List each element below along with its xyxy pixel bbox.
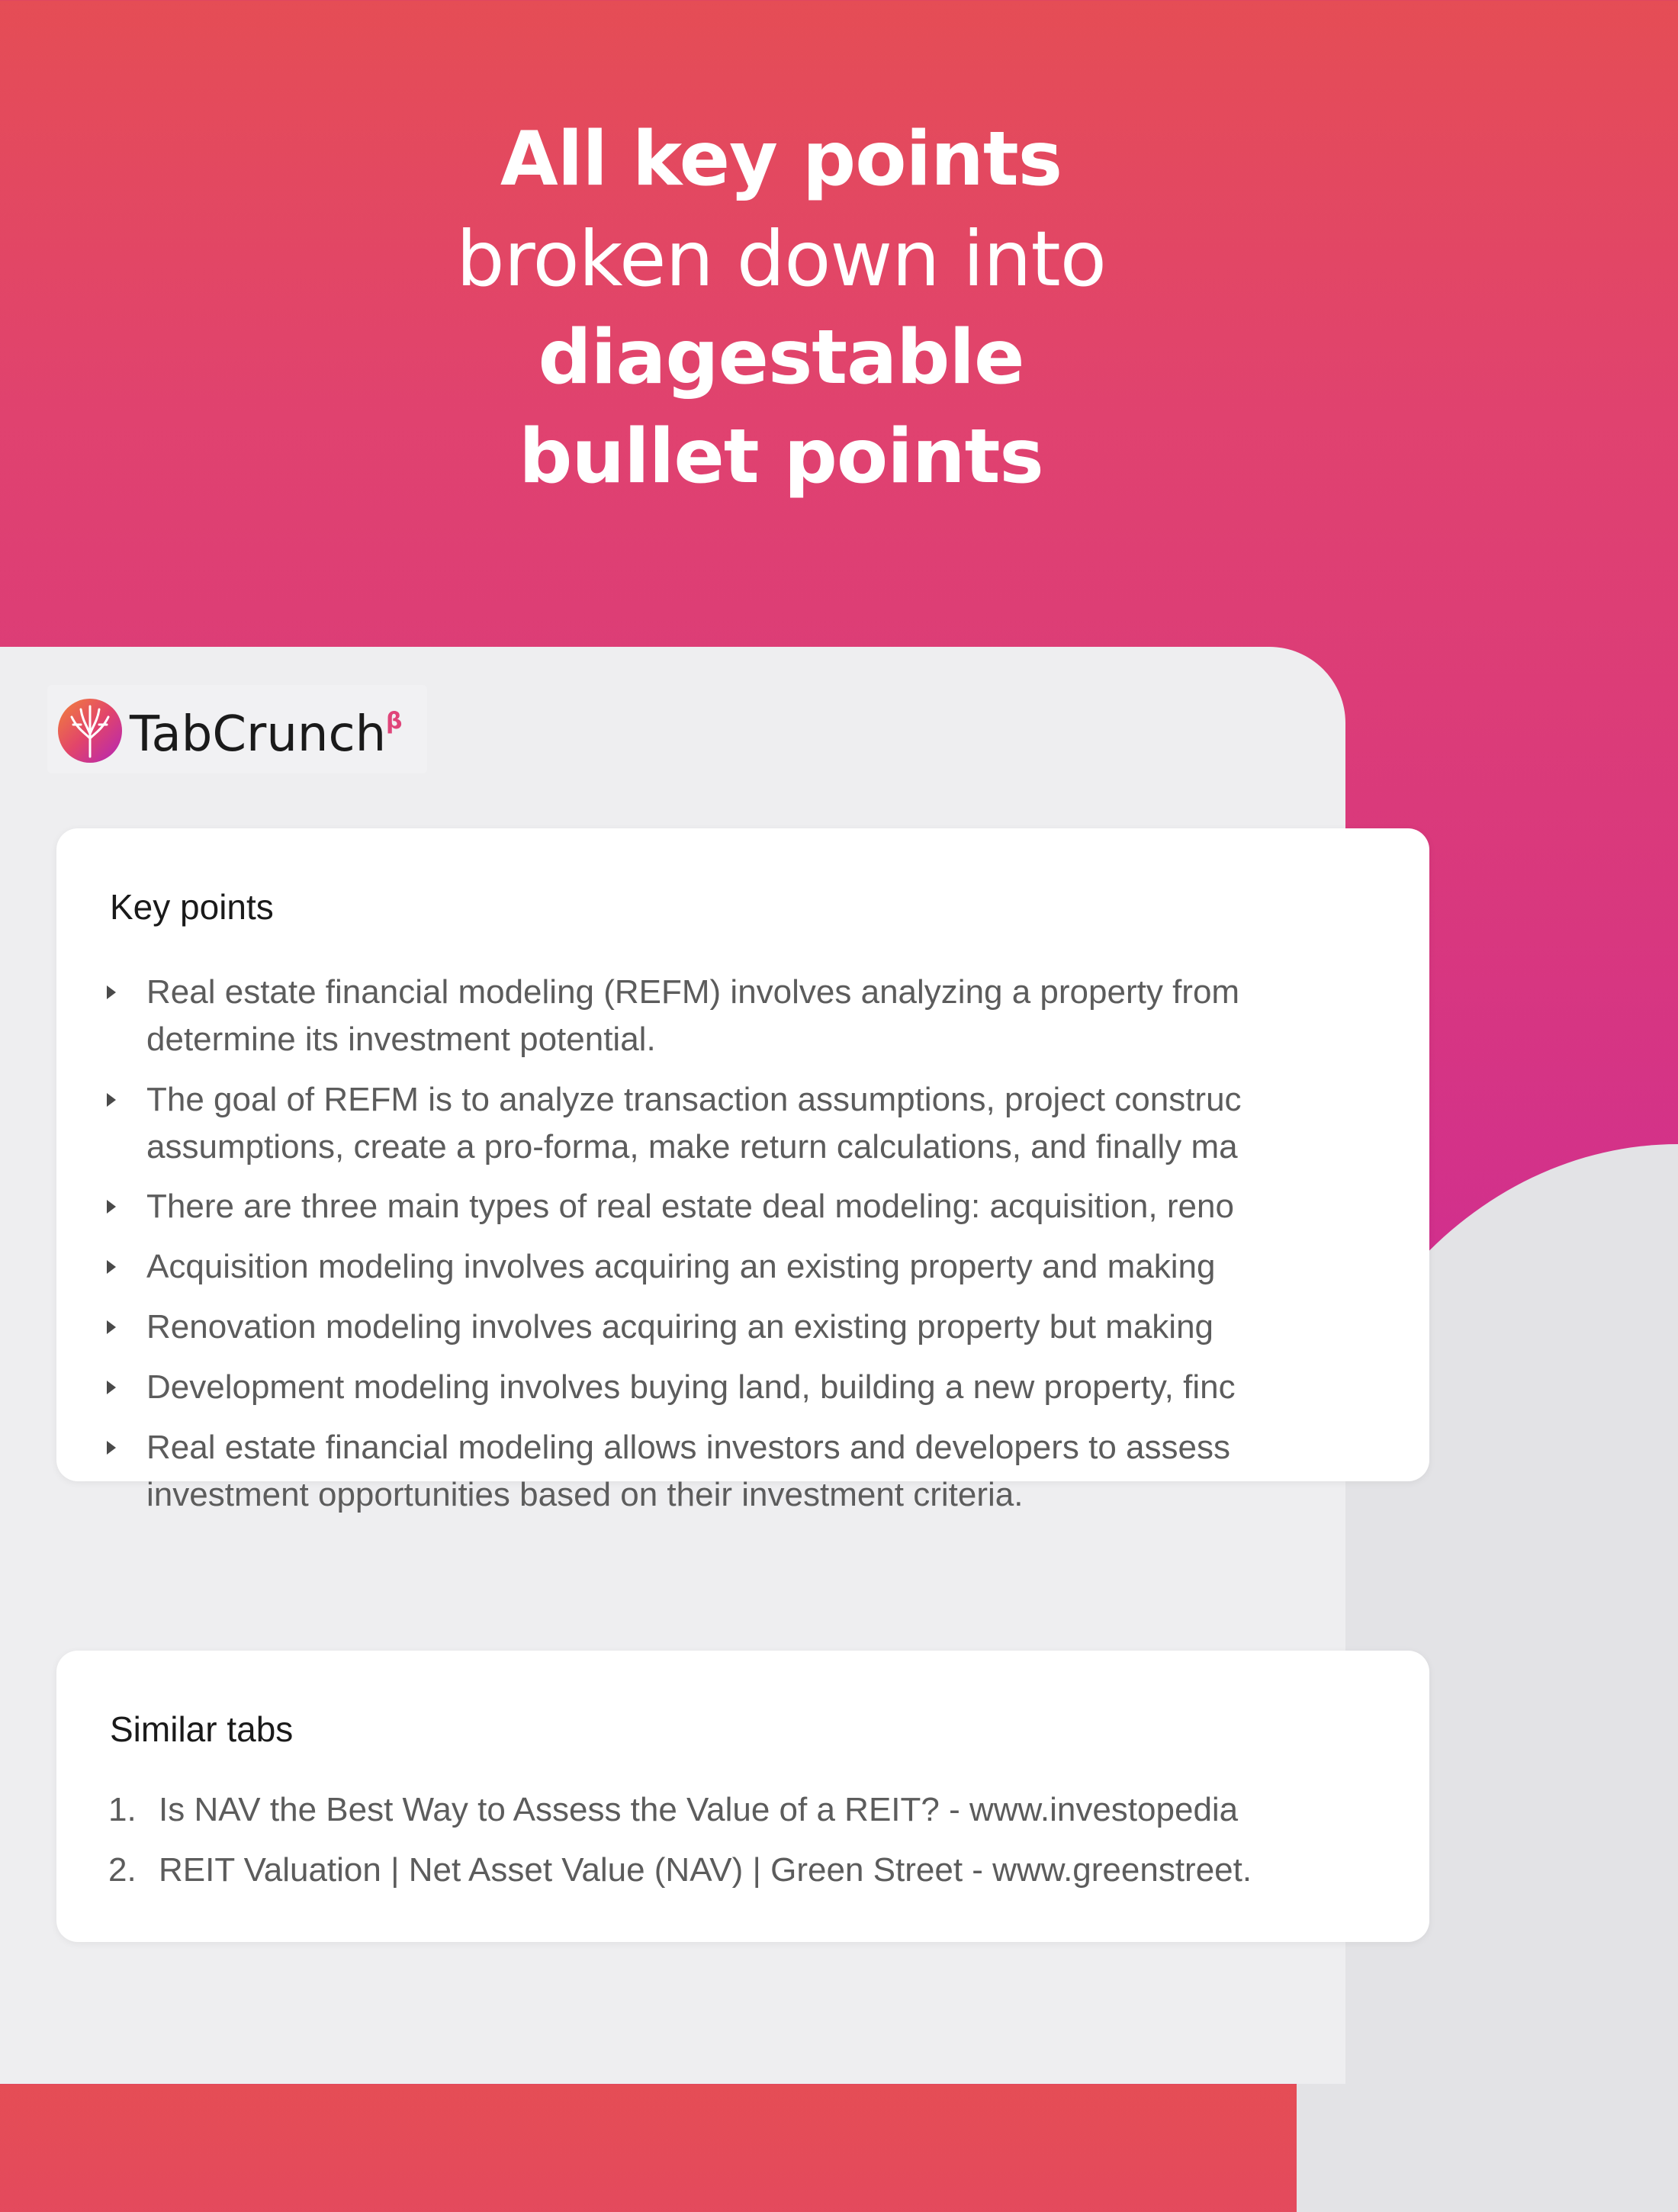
key-point-item <box>146 1183 1428 1230</box>
key-point-text: Real estate financial modeling allows investors and developers to assess <box>146 1429 1230 1466</box>
hero-title-line-4: bullet points <box>519 413 1043 500</box>
key-point-item <box>146 1304 1428 1351</box>
key-point-text: determine its investment potential. <box>146 1021 656 1058</box>
key-points-title: Key points <box>110 887 274 927</box>
bullet-icon <box>107 985 116 999</box>
key-point-text: Acquisition modeling involves acquiring an existing property and making <box>146 1248 1216 1285</box>
key-point-item <box>146 969 1428 1063</box>
bullet-icon <box>107 1441 116 1455</box>
key-point-text: Development modeling involves buying land, building a new property, finc <box>146 1368 1236 1406</box>
key-points-card <box>56 828 1429 1513</box>
bullet-icon <box>107 1381 116 1394</box>
bullet-icon <box>107 1200 116 1214</box>
hero-title-line-2: broken down into <box>456 214 1106 304</box>
similar-tabs-title: Similar tabs <box>110 1709 294 1749</box>
key-point-text: assumptions, create a pro-forma, make return calculations, and finally ma <box>146 1128 1238 1165</box>
list-number: 1. <box>108 1791 137 1828</box>
similar-tab-link[interactable] <box>108 1786 1420 1834</box>
bullet-icon <box>107 1320 116 1334</box>
bullet-icon <box>107 1093 116 1107</box>
key-point-text: Real estate financial modeling (REFM) involves analyzing a property from <box>146 973 1240 1011</box>
similar-tabs-card <box>56 1651 1429 1942</box>
list-number: 2. <box>108 1851 137 1889</box>
key-point-text: There are three main types of real estate deal modeling: acquisition, reno <box>146 1188 1234 1225</box>
key-point-item <box>146 1076 1428 1171</box>
key-point-item <box>146 1243 1428 1291</box>
key-point-text: The goal of REFM is to analyze transaction assumptions, project construc <box>146 1081 1242 1118</box>
key-point-text: investment opportunities based on their investment criteria. <box>146 1476 1024 1513</box>
similar-tab-text: REIT Valuation | Net Asset Value (NAV) | Green Street - www.greenstreet. <box>159 1851 1252 1889</box>
hero-title-line-1: All key points <box>500 116 1062 203</box>
hero-title-line-3: diagestable <box>538 314 1024 401</box>
hero-header <box>0 0 1562 648</box>
bullet-icon <box>107 1260 116 1274</box>
brand-name: TabCrunch <box>130 706 387 763</box>
app-panel <box>0 647 1345 2084</box>
key-point-item <box>146 1424 1428 1519</box>
key-point-item <box>146 1364 1428 1411</box>
tree-logo-icon <box>58 699 122 763</box>
beta-badge: β <box>386 708 403 735</box>
brand-logo <box>47 685 427 773</box>
key-point-text: Renovation modeling involves acquiring an existing property but making <box>146 1308 1214 1346</box>
similar-tab-link[interactable] <box>108 1847 1420 1894</box>
similar-tab-text: Is NAV the Best Way to Assess the Value of a REIT? - www.investopedia <box>159 1791 1239 1828</box>
